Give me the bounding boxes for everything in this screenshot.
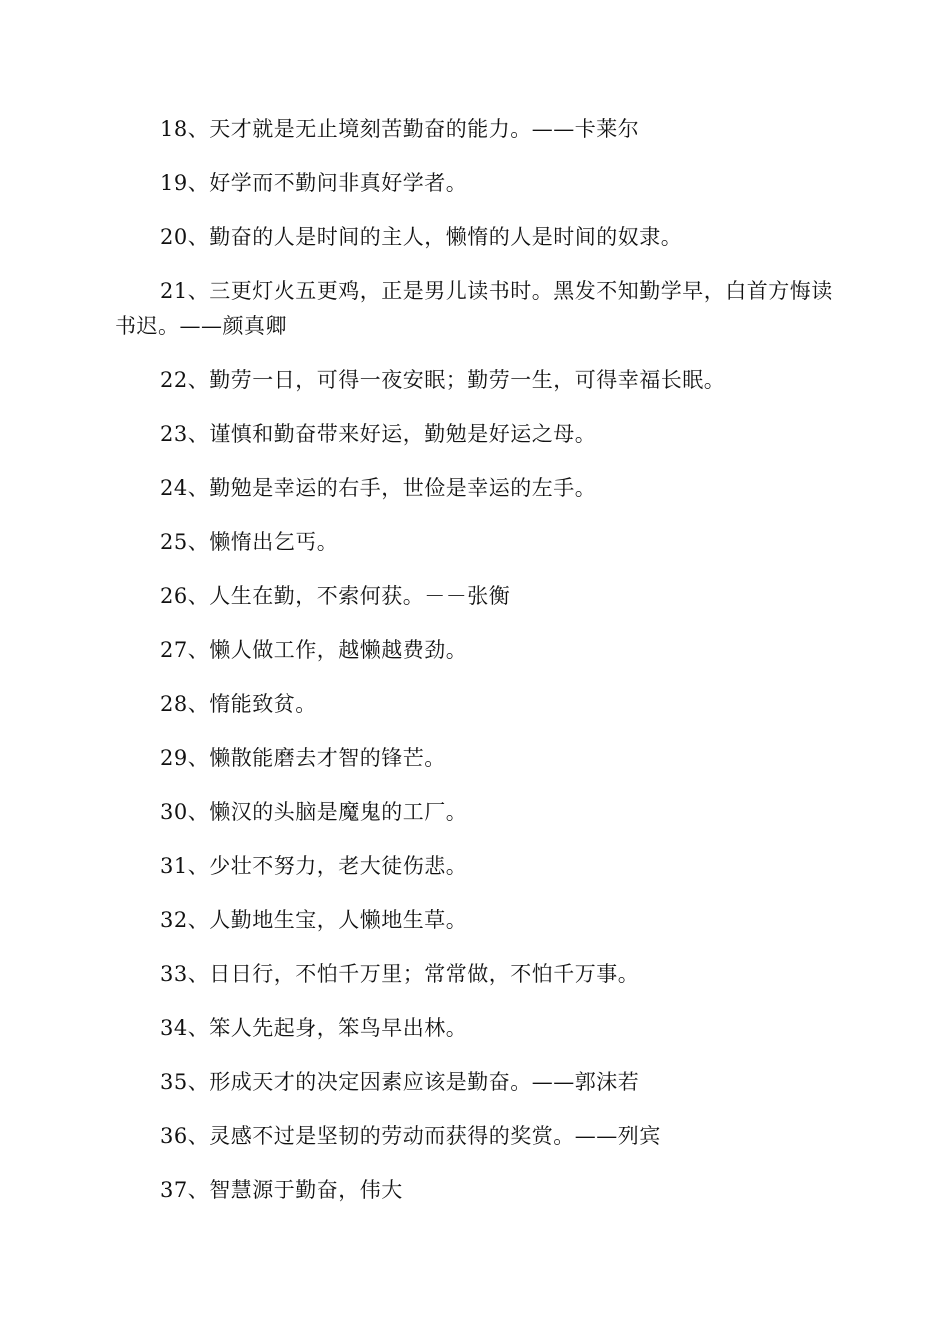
quote-34: 34、笨人先起身，笨鸟早出林。 [160,1016,468,1040]
quote-18: 18、天才就是无止境刻苦勤奋的能力。——卡莱尔 [160,117,640,141]
quote-27: 27、懒人做工作，越懒越费劲。 [160,638,468,662]
quote-37: 37、智慧源于勤奋，伟大 [160,1178,403,1202]
quote-22: 22、勤劳一日，可得一夜安眠；勤劳一生，可得幸福长眠。 [160,368,726,392]
quote-list [115,112,840,1208]
quote-26: 26、人生在勤，不索何获。－－张衡 [160,584,511,608]
quote-25: 25、懒惰出乞丐。 [160,530,339,554]
quote-32: 32、人勤地生宝，人懒地生草。 [160,908,468,932]
quote-29: 29、懒散能磨去才智的锋芒。 [160,746,446,770]
quote-33: 33、日日行，不怕千万里；常常做，不怕千万事。 [160,962,640,986]
quote-35: 35、形成天才的决定因素应该是勤奋。——郭沫若 [160,1070,640,1094]
quote-30: 30、懒汉的头脑是魔鬼的工厂。 [160,800,468,824]
quote-19: 19、好学而不勤问非真好学者。 [160,171,468,195]
quote-36: 36、灵感不过是坚韧的劳动而获得的奖赏。——列宾 [160,1124,661,1148]
quote-28: 28、惰能致贫。 [160,692,317,716]
quote-24: 24、勤勉是幸运的右手，世俭是幸运的左手。 [160,476,597,500]
quote-20: 20、勤奋的人是时间的主人，懒惰的人是时间的奴隶。 [160,225,683,249]
quote-31: 31、少壮不努力，老大徒伤悲。 [160,854,468,878]
quote-21: 21、三更灯火五更鸡，正是男儿读书时。黑发不知勤学早，白首方悔读书迟。——颜真卿 [115,279,833,338]
quote-23: 23、谨慎和勤奋带来好运，勤勉是好运之母。 [160,422,597,446]
